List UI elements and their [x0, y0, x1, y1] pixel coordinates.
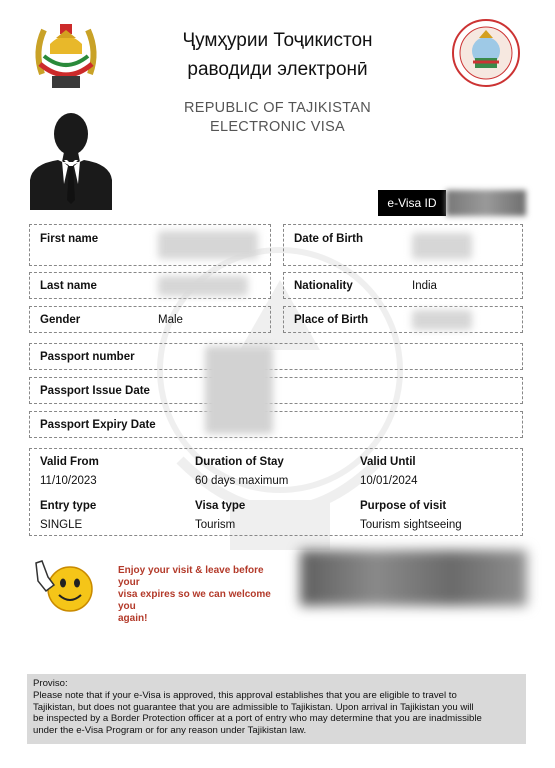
last-name-redacted [158, 276, 248, 296]
passport-number-label: Passport number [40, 351, 135, 363]
proviso-line4: under the e-Visa Program or for any reason under Tajikistan law. [33, 725, 307, 737]
date-of-birth-label: Date of Birth [294, 233, 363, 245]
proviso-section [27, 674, 526, 744]
gender-value: Male [158, 314, 183, 326]
welcome-message [118, 565, 283, 625]
last-name-field [29, 272, 271, 299]
nationality-value: India [412, 280, 437, 292]
evisa-id-label: e-Visa ID [378, 190, 446, 216]
passport-number-field [29, 343, 523, 370]
smiley-icon [28, 555, 98, 617]
validity-section [29, 448, 523, 536]
visa-type-label: Visa type [195, 500, 246, 512]
welcome-line1: Enjoy your visit & leave before your [118, 565, 264, 588]
title-native-line1: Ҷумҳурии Тоҷикистон [182, 30, 373, 51]
document-title-native [110, 26, 445, 84]
person-silhouette-icon [28, 104, 114, 210]
qr-code-redacted [300, 550, 527, 606]
date-of-birth-field [283, 224, 523, 266]
seal-icon [451, 18, 521, 88]
first-name-redacted [158, 231, 258, 259]
proviso-title: Proviso: [33, 678, 68, 689]
purpose-value: Tourism sightseeing [360, 519, 462, 531]
nationality-label: Nationality [294, 280, 353, 292]
entry-type-value: SINGLE [40, 519, 83, 531]
evisa-id-redacted [446, 190, 526, 216]
tajikistan-emblem-icon [30, 14, 102, 92]
title-en-line2: ELECTRONIC VISA [209, 119, 346, 135]
passport-details-redacted [205, 346, 273, 434]
place-of-birth-field [283, 306, 523, 333]
visa-type-value: Tourism [195, 519, 236, 531]
title-en-line1: REPUBLIC OF TAJIKISTAN [183, 100, 372, 116]
date-of-birth-redacted [412, 233, 472, 259]
valid-from-value: 11/10/2023 [40, 475, 97, 487]
place-of-birth-redacted [412, 310, 472, 330]
purpose-label: Purpose of visit [360, 500, 447, 512]
proviso-line1: Please note that if your e-Visa is approved, this approval establishes that you are eligible to travel to [33, 689, 457, 701]
proviso-line2: Tajikistan, but does not guarantee that you are admissible to Tajikistan. Upon arrival in Tajikistan you will [33, 701, 474, 713]
place-of-birth-label: Place of Birth [294, 314, 369, 326]
passport-expiry-date-label: Passport Expiry Date [40, 419, 156, 431]
passport-issue-date-label: Passport Issue Date [40, 385, 150, 397]
valid-until-label: Valid Until [360, 456, 416, 468]
nationality-field [283, 272, 523, 299]
title-native-line2: раводиди электронӣ [187, 59, 368, 80]
gender-label: Gender [40, 314, 81, 326]
document-title-english [140, 99, 415, 137]
duration-label: Duration of Stay [195, 456, 284, 468]
proviso-line3: be inspected by a Border Protection officer at a port of entry who may determine that you are inadmissible [33, 713, 482, 725]
passport-expiry-date-field [29, 411, 523, 438]
first-name-field [29, 224, 271, 266]
first-name-label: First name [40, 233, 99, 245]
valid-from-label: Valid From [40, 456, 99, 468]
passport-issue-date-field [29, 377, 523, 404]
last-name-label: Last name [40, 280, 97, 292]
gender-field [29, 306, 271, 333]
welcome-line2: visa expires so we can welcome you [118, 589, 271, 612]
duration-value: 60 days maximum [195, 475, 289, 487]
valid-until-value: 10/01/2024 [360, 475, 418, 487]
welcome-line3: again! [118, 613, 148, 624]
entry-type-label: Entry type [40, 500, 97, 512]
